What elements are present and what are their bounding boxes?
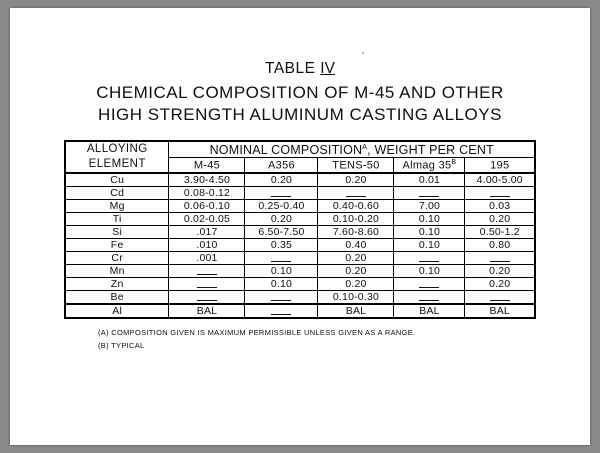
empty-dash: [197, 293, 217, 301]
span-header-superscript: A: [362, 143, 368, 151]
row-element-label: Mn: [65, 265, 169, 278]
cell-value: BAL: [465, 304, 535, 318]
cell-value: [394, 278, 465, 291]
table-row: [65, 265, 535, 278]
empty-dash: [419, 280, 439, 288]
row-header-line-2: ELEMENT: [88, 158, 146, 170]
table-number-line: [38, 60, 562, 78]
footnote-a: (A) COMPOSITION GIVEN IS MAXIMUM PERMISSIBLE UNLESS GIVEN AS A RANGE.: [98, 328, 416, 337]
cell-value: 0.01: [394, 173, 465, 187]
span-header-cell: [169, 141, 535, 158]
empty-dash: [419, 293, 439, 301]
cell-value: [394, 187, 465, 200]
column-header-label: TENS-50: [332, 159, 380, 172]
row-element-label: Cu: [65, 173, 169, 187]
empty-dash: [271, 307, 291, 315]
cell-value: [245, 187, 318, 200]
cell-value: 0.10: [394, 226, 465, 239]
title-line-3: HIGH STRENGTH ALUMINUM CASTING ALLOYS: [98, 105, 502, 124]
column-header-label: 195: [490, 159, 510, 172]
cell-value: [169, 291, 245, 305]
composition-table: [64, 140, 536, 319]
empty-dash: [197, 267, 217, 275]
table-row: [65, 291, 535, 305]
cell-value: 0.08-0.12: [169, 187, 245, 200]
cell-value: 0.25-0.40: [245, 200, 318, 213]
row-element-label: Ti: [65, 213, 169, 226]
column-header-m45: [169, 158, 245, 173]
column-header-tens50: [318, 158, 394, 173]
cell-value: 0.80: [465, 239, 535, 252]
cell-value: [465, 187, 535, 200]
page-speck: [362, 52, 364, 54]
table-row: [65, 278, 535, 291]
cell-value: .001: [169, 252, 245, 265]
cell-value: 0.20: [318, 265, 394, 278]
cell-value: 0.10: [245, 265, 318, 278]
cell-value: 4.00-5.00: [465, 173, 535, 187]
table-number-numeral: IV: [320, 60, 335, 77]
cell-value: .017: [169, 226, 245, 239]
empty-dash: [490, 254, 510, 262]
empty-dash: [419, 254, 439, 262]
empty-dash: [271, 293, 291, 301]
cell-value: 0.20: [245, 173, 318, 187]
cell-value: [465, 252, 535, 265]
cell-value: 3.90-4.50: [169, 173, 245, 187]
cell-value: .010: [169, 239, 245, 252]
cell-value: 6.50-7.50: [245, 226, 318, 239]
cell-value: 0.10: [394, 265, 465, 278]
row-element-label: Be: [65, 291, 169, 305]
column-header-almag35: [394, 158, 465, 173]
cell-value: 0.10: [394, 213, 465, 226]
column-header-a356: [245, 158, 318, 173]
row-element-label: Si: [65, 226, 169, 239]
cell-value: 7.60-8.60: [318, 226, 394, 239]
footnote-b: (B) TYPICAL: [98, 341, 145, 350]
row-element-label: Fe: [65, 239, 169, 252]
table-row: [65, 226, 535, 239]
column-header-195: [465, 158, 535, 173]
column-header-sup: B: [451, 158, 457, 166]
empty-dash: [490, 293, 510, 301]
table-row: [65, 239, 535, 252]
cell-value: [394, 291, 465, 305]
cell-value: [394, 252, 465, 265]
cell-value: 7.00: [394, 200, 465, 213]
page-title: [38, 60, 562, 126]
empty-dash: [490, 189, 510, 197]
cell-value: 0.03: [465, 200, 535, 213]
cell-value: 0.35: [245, 239, 318, 252]
cell-value: 0.20: [245, 213, 318, 226]
empty-dash: [197, 280, 217, 288]
empty-dash: [419, 189, 439, 197]
row-element-label: Cr: [65, 252, 169, 265]
cell-value: 0.02-0.05: [169, 213, 245, 226]
cell-value: 0.10-0.30: [318, 291, 394, 305]
empty-dash: [271, 254, 291, 262]
cell-value: [245, 252, 318, 265]
row-element-label: Cd: [65, 187, 169, 200]
cell-value: 0.10-0.20: [318, 213, 394, 226]
cell-value: 0.50-1.2: [465, 226, 535, 239]
cell-value: BAL: [318, 304, 394, 318]
cell-value: 0.40-0.60: [318, 200, 394, 213]
cell-value: 0.20: [318, 252, 394, 265]
table-header-row-1: [65, 141, 535, 158]
column-header-label: Almag 35: [402, 159, 452, 172]
table-row: [65, 187, 535, 200]
row-element-label: Mg: [65, 200, 169, 213]
cell-value: 0.20: [465, 278, 535, 291]
cell-value: 0.06-0.10: [169, 200, 245, 213]
cell-value: BAL: [169, 304, 245, 318]
cell-value: BAL: [394, 304, 465, 318]
cell-value: 0.20: [318, 278, 394, 291]
column-header-label: M-45: [193, 159, 221, 172]
title-line-2: CHEMICAL COMPOSITION OF M-45 AND OTHER: [96, 83, 504, 102]
cell-value: 0.10: [245, 278, 318, 291]
span-header-pre: NOMINAL COMPOSITION: [209, 142, 363, 157]
empty-dash: [346, 189, 366, 197]
cell-value: 0.40: [318, 239, 394, 252]
table-row: [65, 200, 535, 213]
document-body: [38, 60, 562, 352]
table-row: [65, 213, 535, 226]
table-row: [65, 304, 535, 318]
cell-value: 0.20: [318, 173, 394, 187]
span-header-post: , WEIGHT PER CENT: [367, 142, 494, 157]
column-header-label: A356: [268, 159, 295, 172]
empty-dash: [271, 189, 291, 197]
cell-value: [245, 304, 318, 318]
row-element-label: Zn: [65, 278, 169, 291]
row-header-line-1: ALLOYING: [86, 143, 148, 155]
cell-value: [169, 265, 245, 278]
cell-value: [465, 291, 535, 305]
cell-value: [318, 187, 394, 200]
table-row: [65, 252, 535, 265]
cell-value: [169, 278, 245, 291]
cell-value: [245, 291, 318, 305]
document-page: [10, 8, 590, 445]
row-header-cell: [65, 141, 169, 173]
footnotes: [98, 326, 562, 352]
table-body: [65, 173, 535, 318]
table-row: [65, 173, 535, 187]
cell-value: 0.20: [465, 213, 535, 226]
row-element-label: Al: [65, 304, 169, 318]
cell-value: 0.10: [394, 239, 465, 252]
table-number-prefix: TABLE: [265, 60, 321, 77]
cell-value: 0.20: [465, 265, 535, 278]
